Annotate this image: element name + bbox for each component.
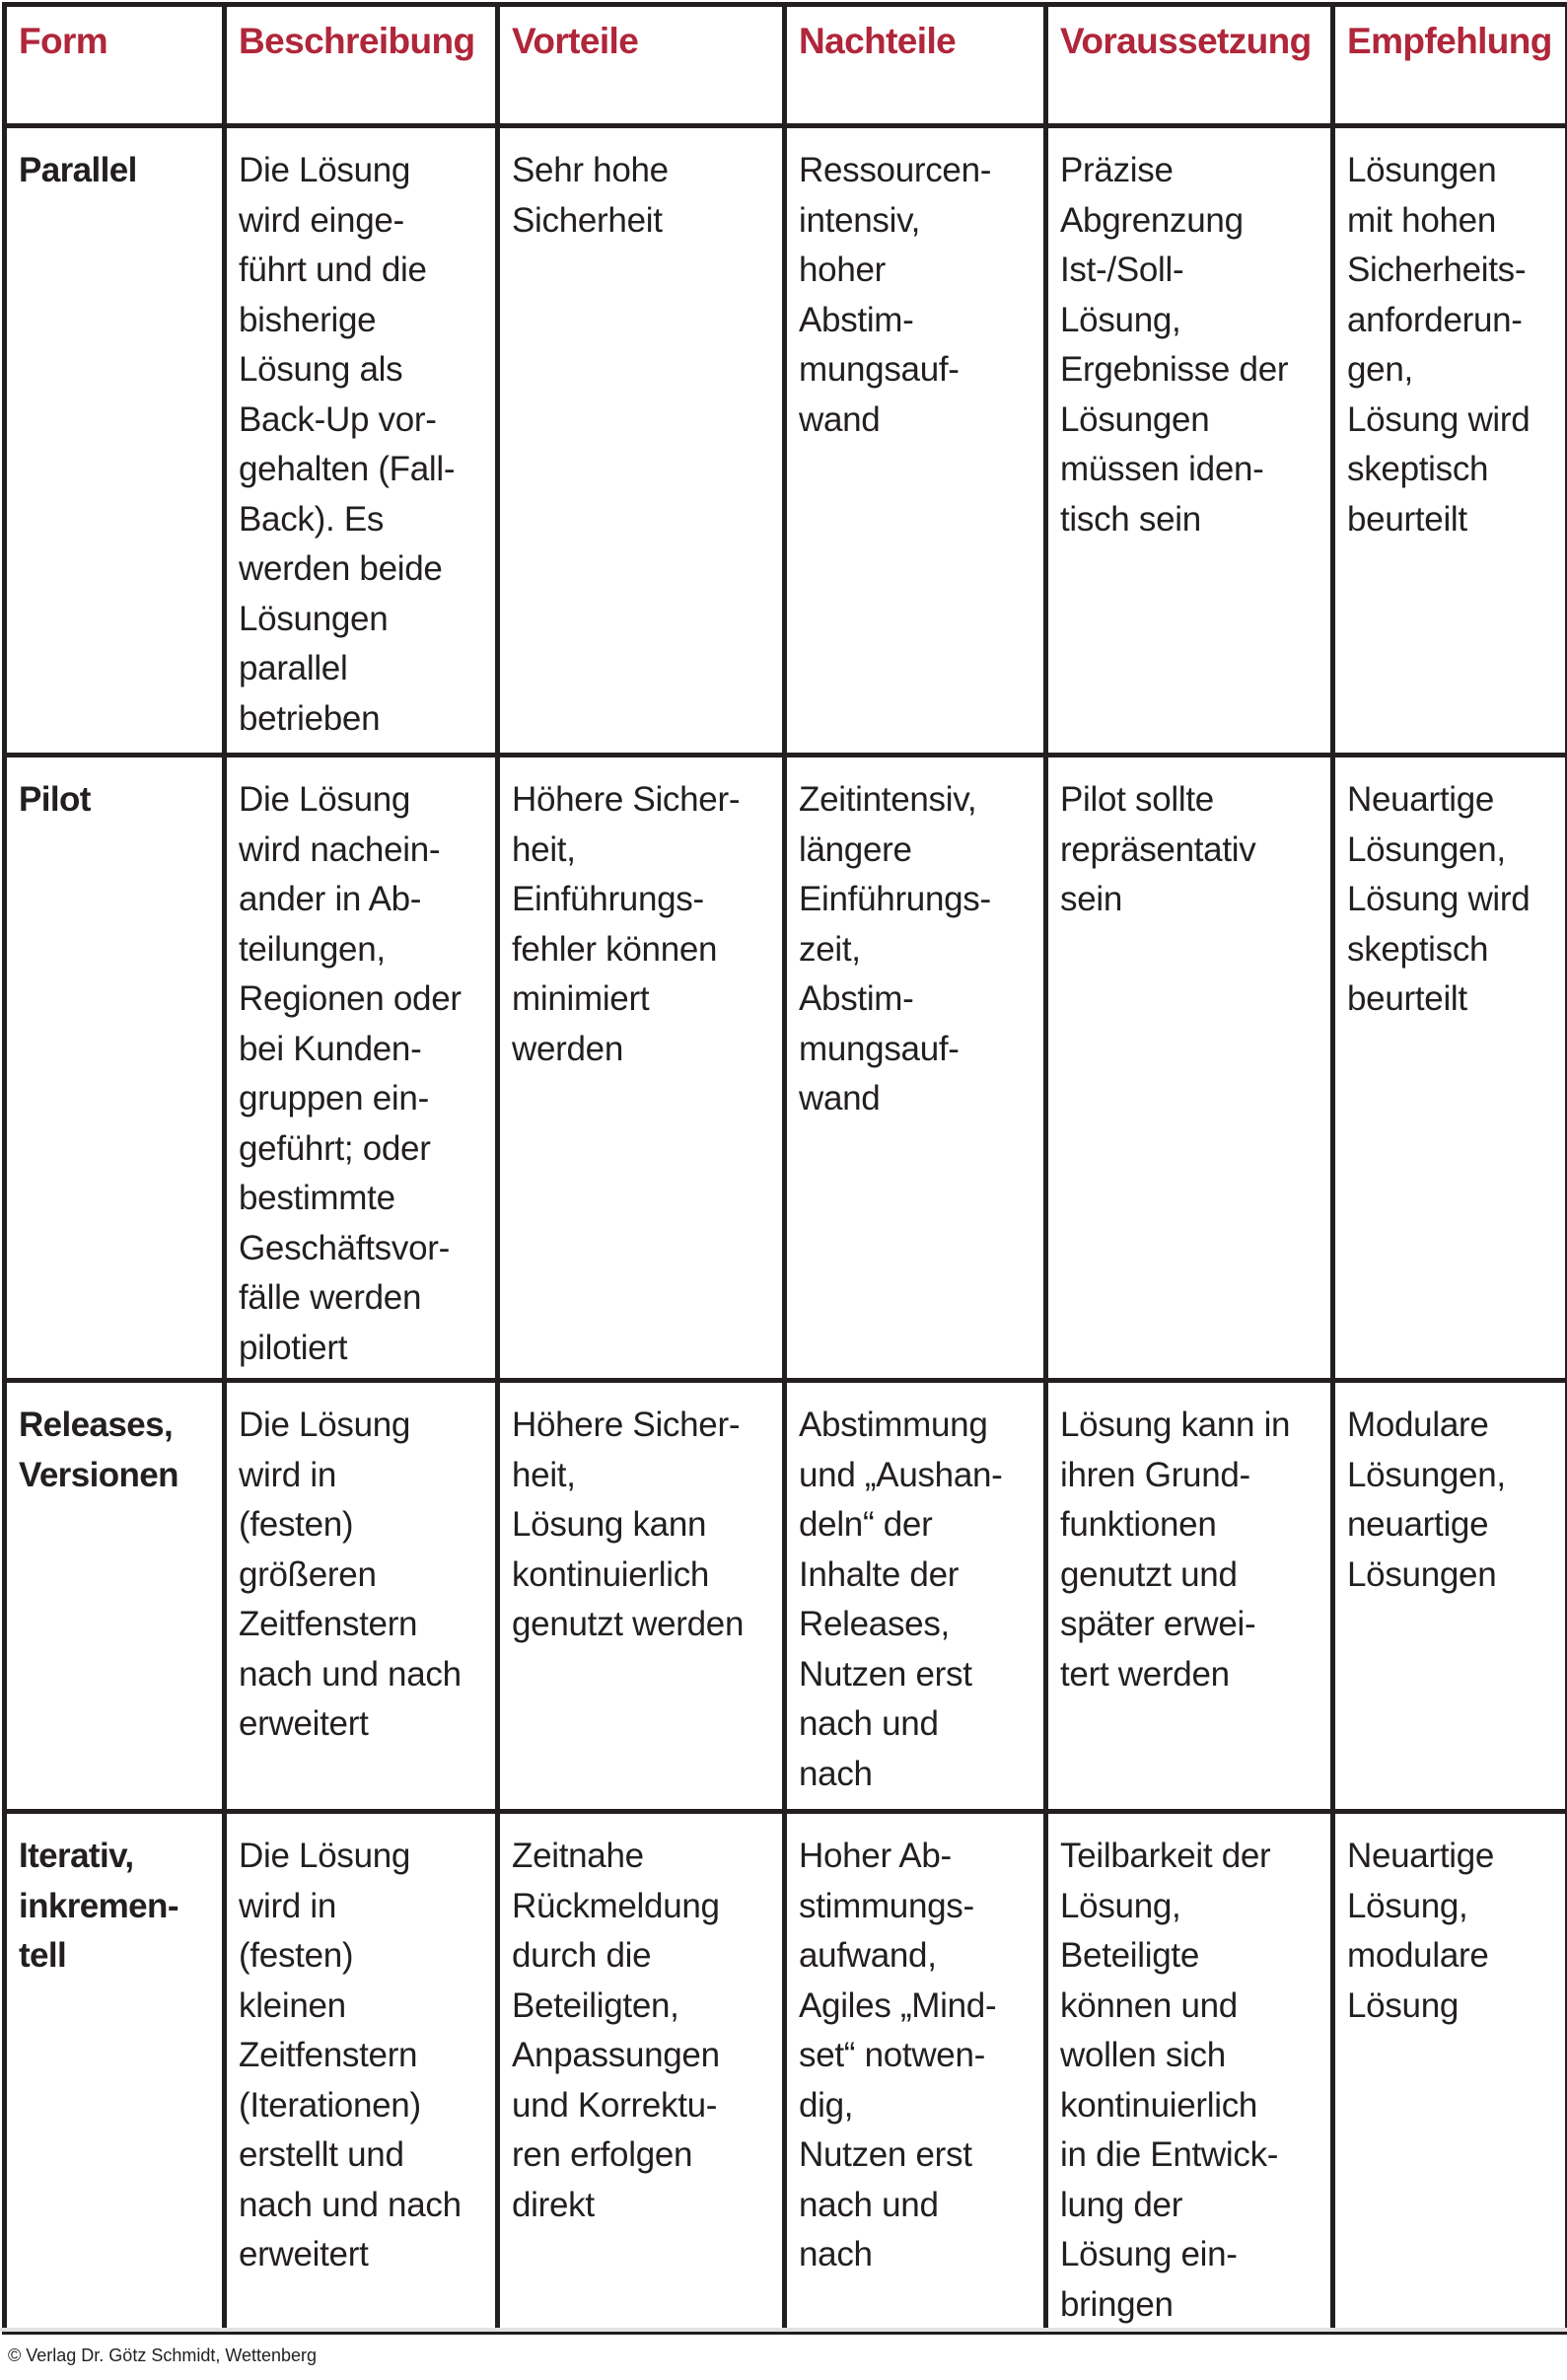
cell-voraussetzung: Pilot sollte repräsentativ sein <box>1046 756 1333 1381</box>
cell-vorteile: Zeitnahe Rückmeldung durch die Beteiligten, Anpassungen und Korrektu- ren erfolgen direkt <box>498 1812 785 2333</box>
cell-form: Iterativ, inkremen- tell <box>5 1812 225 2333</box>
cell-form: Pilot <box>5 756 225 1381</box>
cell-vorteile: Sehr hohe Sicherheit <box>498 126 785 756</box>
header-empfehlung: Empfehlung <box>1333 5 1567 126</box>
cell-empfehlung: Neuartige Lösung, modulare Lösung <box>1333 1812 1567 2333</box>
cell-voraussetzung: Lösung kann in ihren Grund- funktionen genutzt und später erwei- tert werden <box>1046 1381 1333 1812</box>
cell-vorteile: Höhere Sicher- heit, Lösung kann kontinuierlich genutzt werden <box>498 1381 785 1812</box>
copyright-footer: © Verlag Dr. Götz Schmidt, Wettenberg <box>8 2345 318 2365</box>
header-vorteile: Vorteile <box>498 5 785 126</box>
header-voraussetzung: Voraussetzung <box>1046 5 1333 126</box>
table-row <box>5 1812 1567 2333</box>
cell-nachteile: Zeitintensiv, längere Einführungs- zeit, Abstim- mungsauf- wand <box>785 756 1046 1381</box>
cell-voraussetzung: Teilbarkeit der Lösung, Beteiligte können und wollen sich kontinuierlich in die Entwick- lung der Lösung ein- bringen <box>1046 1812 1333 2333</box>
cell-beschreibung: Die Lösung wird in (festen) kleinen Zeitfenstern (Iterationen) erstellt und nach und nach erweitert <box>225 1812 498 2333</box>
table-row <box>5 126 1567 756</box>
table-shadow <box>0 2328 1567 2332</box>
cell-empfehlung: Neuartige Lösungen, Lösung wird skeptisch beurteilt <box>1333 756 1567 1381</box>
cell-nachteile: Abstimmung und „Aushan- deln“ der Inhalte der Releases, Nutzen erst nach und nach <box>785 1381 1046 1812</box>
cell-beschreibung: Die Lösung wird in (festen) größeren Zeitfenstern nach und nach erweitert <box>225 1381 498 1812</box>
cell-beschreibung: Die Lösung wird einge- führt und die bisherige Lösung als Back-Up vor- gehalten (Fall- Back). Es werden beide Lösungen parallel betrieben <box>225 126 498 756</box>
header-row <box>5 5 1567 126</box>
cell-voraussetzung: Präzise Abgrenzung Ist-/Soll- Lösung, Ergebnisse der Lösungen müssen iden- tisch sein <box>1046 126 1333 756</box>
cell-beschreibung: Die Lösung wird nachein- ander in Ab- teilungen, Regionen oder bei Kunden- gruppen ein- geführt; oder bestimmte Geschäftsvor- fälle werden pilotiert <box>225 756 498 1381</box>
header-form: Form <box>5 5 225 126</box>
cell-form: Parallel <box>5 126 225 756</box>
cell-form: Releases, Versionen <box>5 1381 225 1812</box>
implementation-forms-table <box>2 2 1567 2335</box>
header-beschreibung: Beschreibung <box>225 5 498 126</box>
header-nachteile: Nachteile <box>785 5 1046 126</box>
cell-empfehlung: Modulare Lösungen, neuartige Lösungen <box>1333 1381 1567 1812</box>
table-row <box>5 1381 1567 1812</box>
cell-empfehlung: Lösungen mit hohen Sicherheits- anforderun- gen, Lösung wird skeptisch beurteilt <box>1333 126 1567 756</box>
cell-nachteile: Ressourcen- intensiv, hoher Abstim- mungsauf- wand <box>785 126 1046 756</box>
table-row <box>5 756 1567 1381</box>
cell-nachteile: Hoher Ab- stimmungs- aufwand, Agiles „Mind- set“ notwen- dig, Nutzen erst nach und nach <box>785 1812 1046 2333</box>
cell-vorteile: Höhere Sicher- heit, Einführungs- fehler können minimiert werden <box>498 756 785 1381</box>
